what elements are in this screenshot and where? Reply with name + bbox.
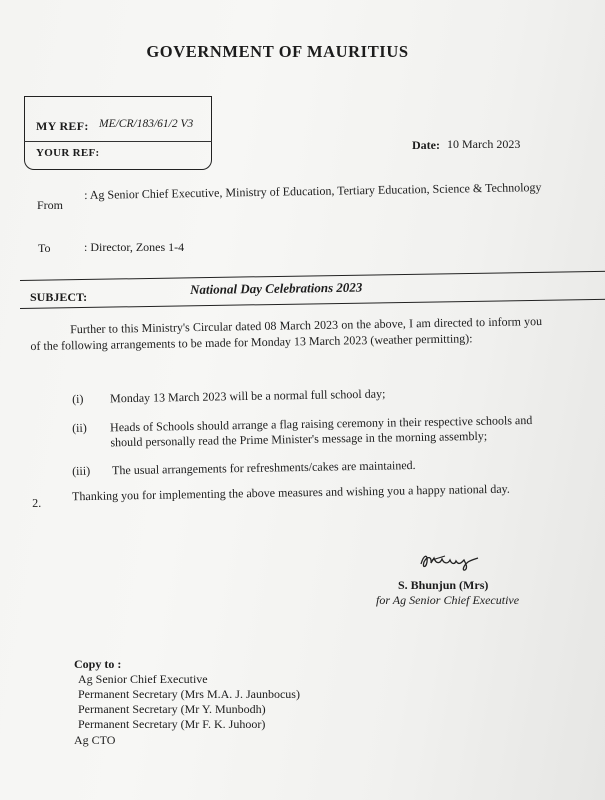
to-label: To [38,241,51,255]
list-item: Permanent Secretary (Mrs M.A. J. Jaunbocus) [78,687,300,701]
handwritten-signature [418,550,480,572]
document-title: GOVERNMENT OF MAURITIUS [146,42,409,61]
list-item-text: Heads of Schools should arrange a flag raising ceremony in their respective schools and should personally read the Prime Minister's message in the morning assembly; [109,412,533,450]
subject-label: SUBJECT: [30,290,88,304]
reference-box-divider [24,141,212,142]
intro-paragraph: Further to this Ministry's Circular dated 08 March 2023 on the above, I am directed to inform you of the following arrangements to be made for Monday 13 March 2023 (weather permitting): [30,314,543,353]
closing-text: Thanking you for implementing the above measures and wishing you a happy national day. [71,481,510,504]
list-item-number: (ii) [72,420,87,435]
list-item: Permanent Secretary (Mr Y. Munbodh) [78,702,266,716]
subject-value: National Day Celebrations 2023 [190,279,363,297]
list-item: Ag CTO [74,733,116,747]
paragraph-number: 2. [32,495,42,510]
subject-bottom-rule [20,299,605,309]
list-item-number: (iii) [72,463,91,478]
from-label: From [37,198,64,212]
date-label: Date: [412,138,440,152]
list-item: Ag Senior Chief Executive [78,672,208,686]
signatory-name: S. Bhunjun (Mrs) [398,578,489,592]
your-ref-label: YOUR REF: [36,147,100,159]
from-value: : Ag Senior Chief Executive, Ministry of Education, Tertiary Education, Science & Technology [84,180,542,202]
list-item-text: Monday 13 March 2023 will be a normal full school day; [109,386,386,406]
list-item: Permanent Secretary (Mr F. K. Juhoor) [78,717,266,731]
to-value: : Director, Zones 1-4 [84,240,185,254]
list-item-text: The usual arrangements for refreshments/cakes are maintained. [111,458,416,478]
date-value: 10 March 2023 [447,137,521,151]
my-ref-label: MY REF: [36,119,89,133]
my-ref-value: ME/CR/183/61/2 V3 [99,118,194,130]
copy-to-label: Copy to : [74,657,122,671]
signatory-title: for Ag Senior Chief Executive [376,593,520,607]
list-item-number: (i) [72,391,84,406]
